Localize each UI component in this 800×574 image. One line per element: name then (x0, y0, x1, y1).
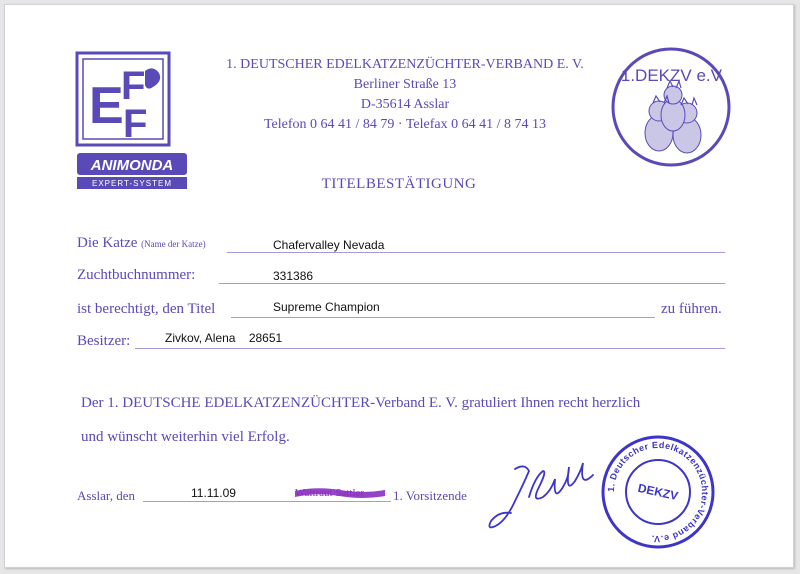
congrats-line-1: Der 1. DEUTSCHE EDELKATZENZÜCHTER-Verband E. V. gratuliert Ihnen recht herzlich (81, 395, 641, 411)
title-suffix: zu führen. (661, 301, 722, 317)
letterhead (195, 55, 615, 135)
title-value: Supreme Champion (273, 300, 380, 314)
association-stamp (599, 433, 717, 551)
logo-letter-f2: F (123, 102, 148, 146)
document-title: TITELBESTÄTIGUNG (321, 176, 477, 192)
logo-letter-f1: F (121, 64, 146, 108)
footer-place: Asslar, den (77, 488, 135, 503)
fife-logo (75, 51, 171, 147)
owner-value: Zivkov, Alena 28651 (165, 331, 283, 345)
org-city: D-35614 Asslar (360, 97, 450, 112)
stud-value: 331386 (273, 269, 314, 283)
signature (485, 457, 595, 537)
org-street: Berliner Straße 13 (353, 77, 457, 92)
owner-line (135, 348, 725, 349)
footer-role: 1. Vorsitzende (393, 488, 467, 503)
cat-hint: (Name der Katze) (141, 239, 206, 249)
certificate-sheet (4, 4, 794, 568)
cat-label: Die Katze (Name der Katze) (77, 235, 206, 251)
footer-date: 11.11.09 (191, 486, 236, 500)
name-strikeout (295, 487, 385, 500)
owner-label: Besitzer: (77, 333, 131, 349)
footer-line (143, 501, 391, 502)
cat-line (227, 252, 725, 253)
congrats-line-2: und wünscht weiterhin viel Erfolg. (81, 429, 290, 445)
dekzv-seal (609, 45, 733, 169)
title-line (231, 317, 655, 318)
org-name: 1. DEUTSCHER EDELKATZENZÜCHTER-VERBAND E. V. (226, 57, 584, 72)
stud-label: Zuchtbuchnummer: (77, 267, 196, 283)
animonda-name: ANIMONDA (90, 157, 174, 174)
logo-letter-e: E (89, 77, 124, 135)
seal-text: 1.DEKZV e.V. (620, 66, 726, 85)
stamp-ring-text: 1. Deutscher Edelkatzenzüchter-Verband e.V. (605, 439, 711, 545)
cat-value: Chafervalley Nevada (273, 238, 385, 252)
stamp-center: DEKZV (636, 480, 680, 504)
org-contact: Telefon 0 64 41 / 84 79 · Telefax 0 64 41 / 8 74 13 (263, 117, 546, 132)
footer-name: Waltraut Sattler (295, 487, 365, 499)
animonda-sub: EXPERT-SYSTEM (92, 179, 172, 188)
title-label: ist berechtigt, den Titel (77, 301, 216, 317)
stud-line (219, 283, 725, 284)
